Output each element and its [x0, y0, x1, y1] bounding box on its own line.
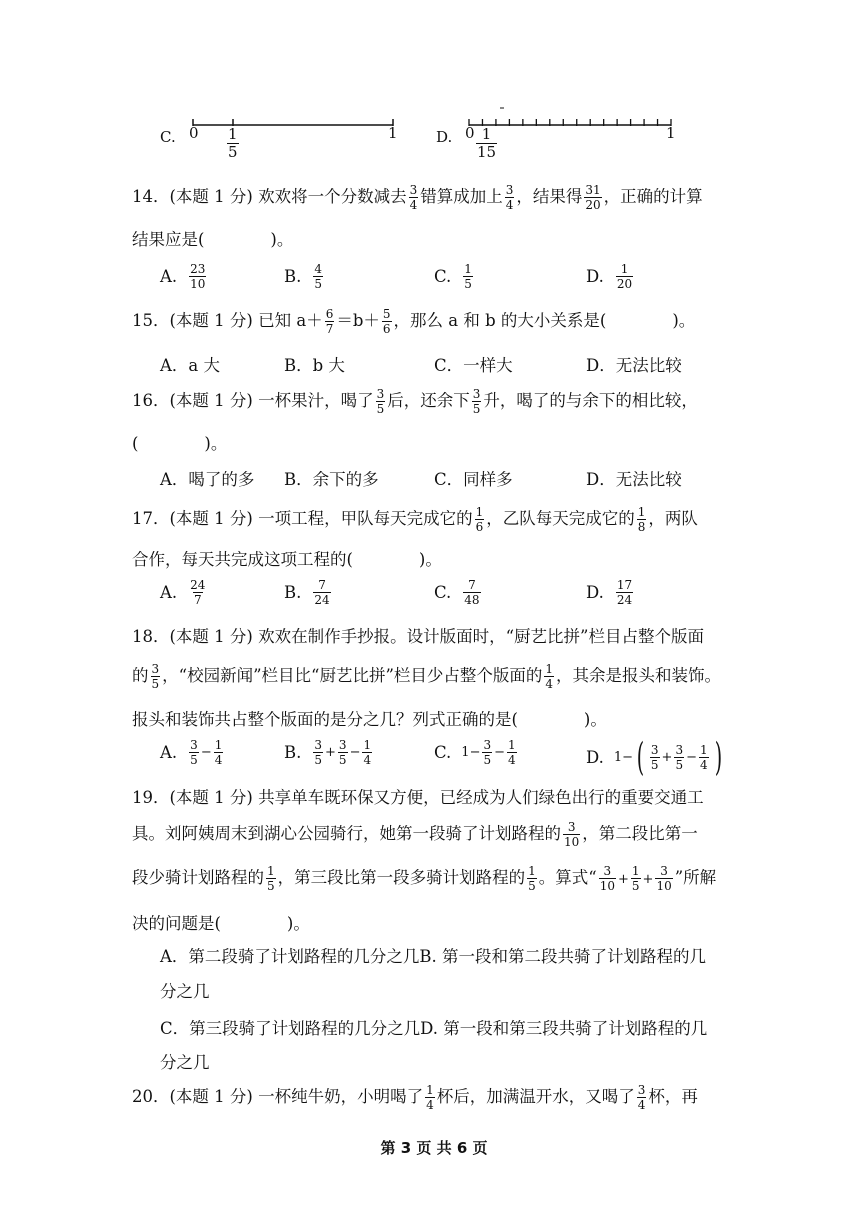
- option-b[interactable]: B. $\frac{3}{5}$ + $\frac{3}{5}$ − $\frac{1}{4}$: [284, 738, 372, 767]
- question-19-line-4: 决的问题是( )。: [132, 914, 310, 933]
- question-18-line-3: 报头和装饰共占整个版面的是分之几？列式正确的是( )。: [132, 710, 607, 729]
- option-a[interactable]: A. $\frac{23}{10}$: [160, 262, 206, 291]
- question-19-line-1: 19．(本题 1 分) 共享单车既环保又方便，已经成为人们绿色出行的重要交通工: [132, 788, 704, 807]
- option-c[interactable]: C. $\frac{1}{5}$: [434, 262, 472, 291]
- question-19-option-c-d[interactable]: C．第三段骑了计划路程的几分之几D. 第一段和第三段共骑了计划路程的几: [160, 1019, 708, 1038]
- tick-fraction: $\frac{1}{5}$: [228, 125, 238, 161]
- question-14-line-1: 14．(本题 1 分) 欢欢将一个分数减去 $\frac{3}{4}$ 错算成加上 $\frac{3}{4}$ ，结果得 $\frac{31}{20}$ ，正确的计算: [132, 183, 703, 212]
- question-19-option-b-cont[interactable]: 分之几: [160, 982, 210, 1001]
- question-14-line-2: 结果应是( )。: [132, 230, 294, 249]
- question-17-line-1: 17．(本题 1 分) 一项工程，甲队每天完成它的 $\frac{1}{6}$ ，乙队每天完成它的 $\frac{1}{8}$ ，两队: [132, 505, 698, 534]
- tick-label-one: 1: [666, 124, 676, 142]
- question-17-line-2: 合作，每天共完成这项工程的( )。: [132, 550, 442, 569]
- option-d[interactable]: D. $\frac{17}{24}$: [586, 578, 633, 607]
- option-d[interactable]: D. 1 − ( $\frac{3}{5}$ + $\frac{3}{5}$ − $\frac{1}{4}$ ): [586, 735, 722, 779]
- question-19-option-d-cont[interactable]: 分之几: [160, 1053, 210, 1072]
- question-19-option-a-b[interactable]: A．第二段骑了计划路程的几分之几B. 第一段和第二段共骑了计划路程的几: [160, 947, 707, 966]
- tick-label-one: 1: [388, 124, 398, 142]
- option-a[interactable]: A．a 大: [160, 356, 220, 375]
- question-20-line-1: 20．(本题 1 分) 一杯纯牛奶，小明喝了 $\frac{1}{4}$ 杯后，加满温开水，又喝了 $\frac{3}{4}$ 杯，再: [132, 1083, 698, 1112]
- option-c[interactable]: C. 1 − $\frac{3}{5}$ − $\frac{1}{4}$: [434, 738, 516, 767]
- page-footer: 第 3 页 共 6 页: [380, 1139, 488, 1157]
- option-b[interactable]: B．余下的多: [284, 470, 379, 489]
- question-16-line-2: ( )。: [132, 434, 228, 453]
- option-c[interactable]: C．同样多: [434, 470, 513, 489]
- option-a[interactable]: A. $\frac{24}{7}$: [160, 578, 206, 607]
- question-18-line-1: 18．(本题 1 分) 欢欢在制作手抄报。设计版面时，“厨艺比拼”栏目占整个版面: [132, 627, 704, 646]
- question-19-line-2: 具。刘阿姨周末到湖心公园骑行，她第一段骑了计划路程的 $\frac{3}{10}$ ，第二段比第一: [132, 820, 698, 849]
- option-c[interactable]: C. $\frac{7}{48}$: [434, 578, 480, 607]
- option-d[interactable]: D. $\frac{1}{20}$: [586, 262, 633, 291]
- tick-fraction: $\frac{1}{15}$: [477, 125, 497, 161]
- question-18-line-2: 的 $\frac{3}{5}$ ，“校园新闻”栏目比“厨艺比拼”栏目少占整个版面的 $\frac{1}{4}$ ，其余是报头和装饰。: [132, 662, 722, 691]
- option-b[interactable]: B. $\frac{7}{24}$: [284, 578, 330, 607]
- option-c[interactable]: C．一样大: [434, 356, 513, 375]
- option-b[interactable]: B. $\frac{4}{5}$: [284, 262, 323, 291]
- tick-label-zero: 0: [189, 124, 199, 142]
- option-label: D.: [436, 128, 453, 146]
- option-label: C.: [160, 128, 176, 146]
- question-16-line-1: 16．(本题 1 分) 一杯果汁，喝了 $\frac{3}{5}$ 后，还余下 $\frac{3}{5}$ 升，喝了的与余下的相比较，: [132, 387, 698, 416]
- option-d[interactable]: D．无法比较: [586, 470, 682, 489]
- question-19-line-3: 段少骑计划路程的 $\frac{1}{5}$ ，第三段比第一段多骑计划路程的 $\frac{1}{5}$ 。算式“ $\frac{3}{10}$ + $\frac{1}{5}$ + $\frac{3}{10}$ ”所解: [132, 864, 717, 893]
- tick-label-zero: 0: [465, 124, 475, 142]
- number-line-c: [185, 115, 400, 145]
- option-a[interactable]: A. $\frac{3}{5}$ − $\frac{1}{4}$: [160, 738, 223, 767]
- option-b[interactable]: B．b 大: [284, 356, 345, 375]
- option-a[interactable]: A．喝了的多: [160, 470, 255, 489]
- option-d[interactable]: D．无法比较: [586, 356, 682, 375]
- question-15-line-1: 15．(本题 1 分) 已知 a＋ $\frac{6}{7}$ ＝b＋ $\frac{5}{6}$ ，那么 a 和 b 的大小关系是( )。: [132, 307, 696, 336]
